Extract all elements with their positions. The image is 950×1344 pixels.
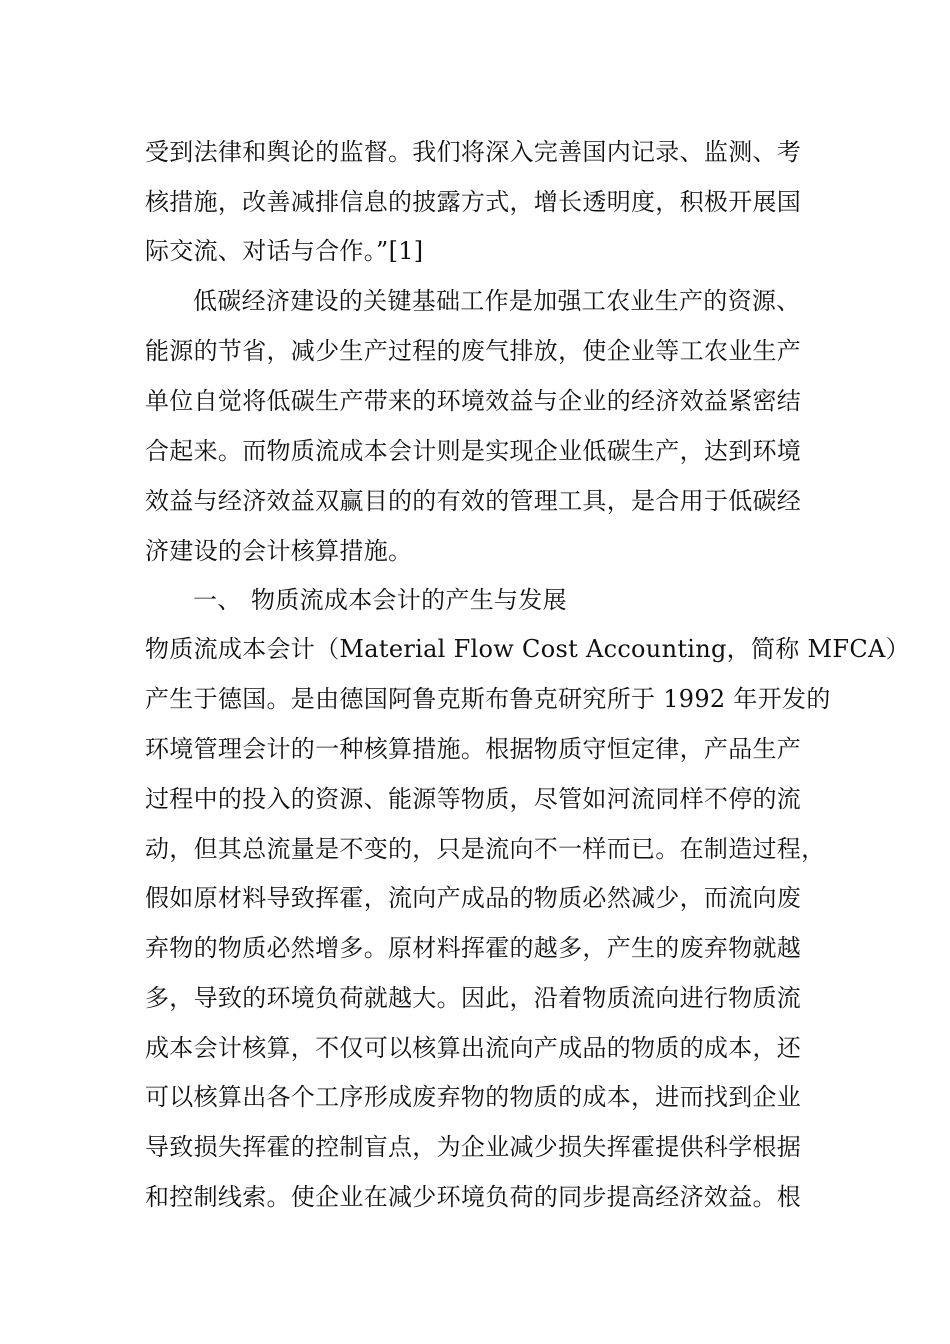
section-paragraph-line-12: 和控制线索。使企业在减少环境负荷的同步提高经济效益。根: [145, 1183, 802, 1211]
section-paragraph-line-6: 假如原材料导致挥霍，流向产成品的物质必然减少，而流向废: [145, 884, 802, 912]
section-paragraph-line-4: 过程中的投入的资源、能源等物质，尽管如河流同样不停的流: [145, 785, 802, 813]
paragraph-1-line-3: 际交流、对话与合作。”[1]: [145, 237, 424, 265]
paragraph-2-line-1: 低碳经济建设的关键基础工作是加强工农业生产的资源、: [193, 287, 801, 315]
section-paragraph-line-2: 产生于德国。是由德国阿鲁克斯布鲁克研究所于 1992 年开发的: [145, 685, 831, 713]
section-paragraph-line-1: 物质流成本会计（Material Flow Cost Accounting，简称 MFCA）: [145, 635, 910, 663]
paragraph-1-line-2: 核措施，改善减排信息的披露方式，增长透明度，积极开展国: [145, 188, 802, 216]
section-paragraph-line-10: 可以核算出各个工序形成废弃物的物质的成本，进而找到企业: [145, 1083, 802, 1111]
section-paragraph-line-11: 导致损失挥霍的控制盲点，为企业减少损失挥霍提供科学根据: [145, 1133, 802, 1161]
paragraph-2-line-4: 合起来。而物质流成本会计则是实现企业低碳生产，达到环境: [145, 437, 802, 465]
section-heading-title: 物质流成本会计的产生与发展: [251, 586, 567, 614]
section-paragraph-line-5: 动，但其总流量是不变的，只是流向不一样而已。在制造过程，: [145, 835, 826, 863]
paragraph-2-line-5: 效益与经济效益双赢目的的有效的管理工具，是合用于低碳经: [145, 487, 802, 515]
section-paragraph-line-7: 弃物的物质必然增多。原材料挥霍的越多，产生的废弃物就越: [145, 934, 802, 962]
paragraph-1-line-1: 受到法律和舆论的监督。我们将深入完善国内记录、监测、考: [145, 138, 802, 166]
paragraph-2-line-3: 单位自觉将低碳生产带来的环境效益与企业的经济效益紧密结: [145, 387, 802, 415]
paragraph-2-line-2: 能源的节省，减少生产过程的废气排放，使企业等工农业生产: [145, 337, 802, 365]
section-paragraph-line-3: 环境管理会计的一种核算措施。根据物质守恒定律，产品生产: [145, 735, 802, 763]
section-heading-number: 一、: [193, 586, 242, 614]
section-heading: [193, 585, 567, 615]
section-paragraph-line-8: 多，导致的环境负荷就越大。因此，沿着物质流向进行物质流: [145, 984, 802, 1012]
paragraph-2-line-6: 济建设的会计核算措施。: [145, 537, 413, 565]
section-paragraph-line-9: 成本会计核算，不仅可以核算出流向产成品的物质的成本，还: [145, 1034, 802, 1062]
